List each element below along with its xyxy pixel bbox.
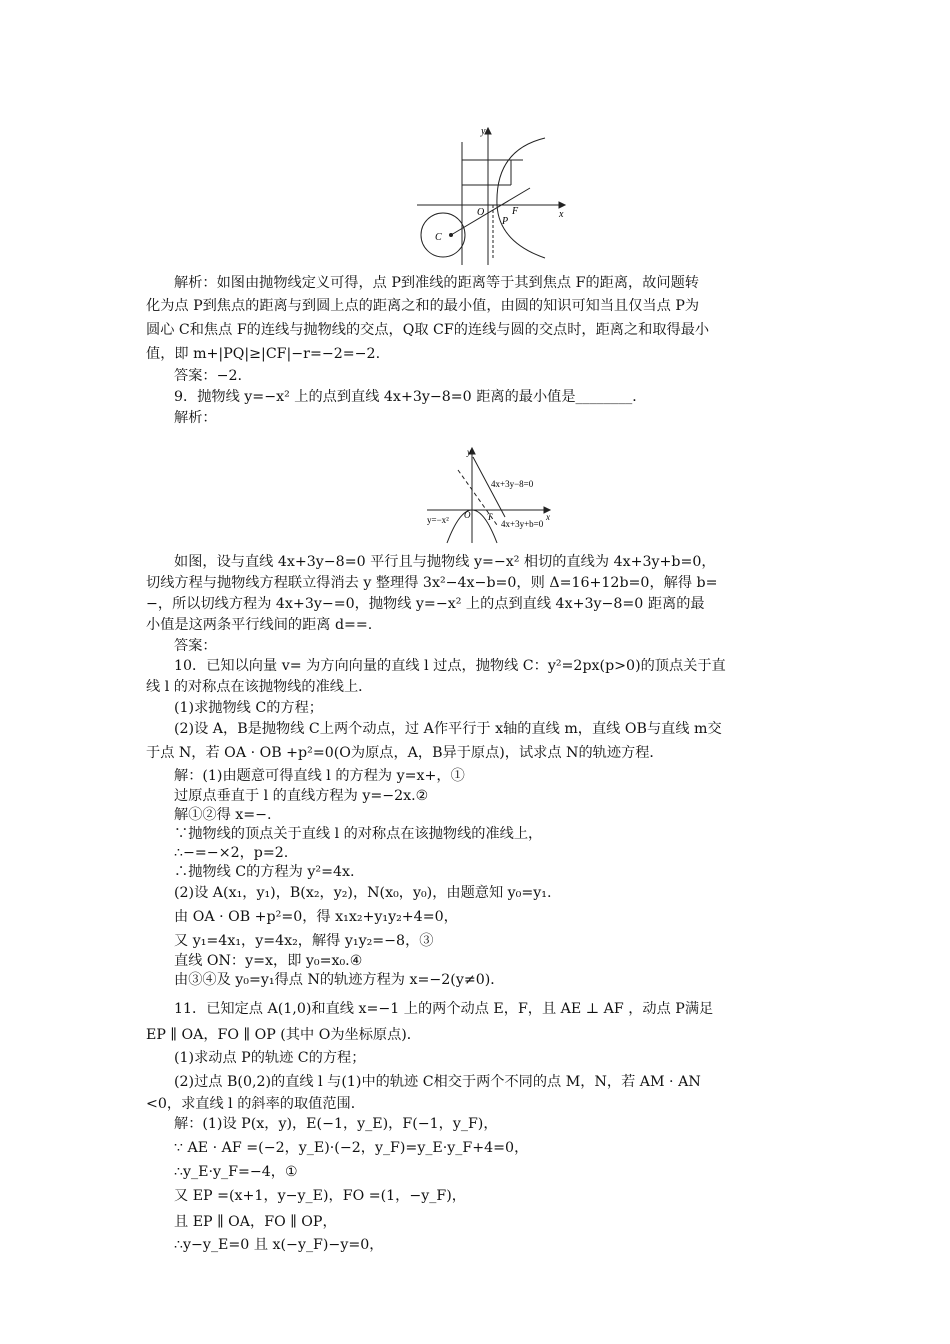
fig1-x-label: x	[559, 209, 564, 220]
problem-10	[146, 656, 814, 990]
fig1-y-label: y	[481, 126, 486, 137]
solution-9	[146, 552, 814, 657]
fig1-point-p-label: P	[502, 216, 509, 227]
figure-parabola-circle	[415, 120, 575, 270]
fig2-origin-label: O	[464, 510, 471, 520]
figure-tangent-lines	[425, 445, 560, 545]
problem11-line-9: 又 EP =(x+1，y−y_E)，FO =(1，−y_F)，	[174, 1188, 466, 1204]
fig1-center-label: C	[435, 232, 442, 243]
problem11-line-6: 解：(1)设 P(x，y)，E(−1，y_E)，F(−1，y_F)，	[174, 1116, 498, 1132]
problem11-line-8: ∴y_E·y_F=−4，①	[174, 1164, 298, 1180]
problem11-line-5: <0，求直线 l 的斜率的取值范围．	[146, 1096, 365, 1112]
problem10-line-8: 解①②得 x=−.	[174, 807, 272, 823]
solution8-line-2: 化为点 P到焦点的距离与到圆上点的距离之和的最小值，由圆的知识可知当且仅当点 P为	[146, 298, 700, 314]
solution8-line-1: 解析：如图由抛物线定义可得，点 P到准线的距离等于其到焦点 F的距离，故问题转	[174, 275, 699, 291]
solution9-line-1: 如图，设与直线 4x+3y−8=0 平行且与抛物线 y=−x² 相切的直线为 4x+3y+b=0，	[174, 554, 716, 570]
fig2-line1-label: 4x+3y−8=0	[491, 479, 534, 489]
problem10-line-1: 10．已知以向量 v= 为方向向量的直线 l 过点，抛物线 C：y²=2px(p>0)的顶点关于直	[174, 658, 726, 674]
problem10-line-10: ∴−=−×2，p=2.	[174, 845, 289, 861]
solution-8	[146, 273, 814, 429]
fig2-y-label: y	[467, 447, 471, 457]
solution9-line-4: 小值是这两条平行线间的距离 d==.	[146, 617, 373, 633]
problem-11	[146, 996, 814, 1256]
fig2-x-label: x	[546, 512, 550, 522]
fig2-curve-label: y=−x²	[427, 515, 449, 525]
problem10-line-5: 于点 N，若 OA · OB +p²=0(O为原点，A，B异于原点)，试求点 N的轨迹方程．	[146, 745, 664, 761]
problem10-line-16: 由③④及 y₀=y₁得点 N的轨迹方程为 x=−2(y≠0)．	[174, 972, 505, 988]
solution8-line-3: 圆心 C和焦点 F的连线与抛物线的交点，Q取 CF的连线与圆的交点时，距离之和取得最小	[146, 322, 710, 338]
problem11-line-10: 且 EP ∥ OA，FO ∥ OP，	[174, 1214, 337, 1230]
solution9-line-3: −，所以切线方程为 4x+3y−=0，抛物线 y=−x² 上的点到直线 4x+3y−8=0 距离的最	[146, 596, 705, 612]
fig2-line2-label: 4x+3y+b=0	[501, 519, 544, 529]
problem10-line-15: 直线 ON：y=x，即 y₀=x₀.④	[174, 953, 363, 969]
problem11-line-4: (2)过点 B(0,2)的直线 l 与(1)中的轨迹 C相交于两个不同的点 M，N，若 AM · AN	[174, 1074, 701, 1090]
problem10-line-9: ∵抛物线的顶点关于直线 l 的对称点在该抛物线的准线上，	[174, 826, 543, 842]
problem10-line-11: ∴抛物线 C的方程为 y²=4x.	[174, 864, 355, 880]
problem9-analysis-label: 解析：	[174, 410, 217, 426]
problem10-line-2: 线 l 的对称点在该抛物线的准线上．	[146, 679, 373, 695]
problem10-line-3: (1)求抛物线 C的方程；	[174, 700, 323, 716]
solution9-line-2: 切线方程与抛物线方程联立得消去 y 整理得 3x²−4x−b=0，则 Δ=16+12b=0，解得 b=	[146, 575, 718, 591]
fig1-origin-label: O	[477, 207, 485, 218]
problem9-question: 9．抛物线 y=−x² 上的点到直线 4x+3y−8=0 距离的最小值是________．	[174, 389, 647, 405]
problem10-line-6: 解：(1)由题意可得直线 l 的方程为 y=x+，①	[174, 768, 465, 784]
problem11-line-7: ∵ AE · AF =(−2，y_E)·(−2，y_F)=y_E·y_F+4=0，	[174, 1140, 529, 1156]
answer-9: 答案：	[174, 638, 217, 654]
problem10-line-12: (2)设 A(x₁，y₁)，B(x₂，y₂)，N(x₀，y₀)，由题意知 y₀=y₁.	[174, 885, 552, 901]
problem11-line-1: 11．已知定点 A(1,0)和直线 x=−1 上的两个动点 E，F，且 AE ⊥ AF ，动点 P满足	[174, 1001, 714, 1017]
problem11-line-3: (1)求动点 P的轨迹 C的方程；	[174, 1050, 366, 1066]
problem11-line-11: ∴y−y_E=0 且 x(−y_F)−y=0，	[174, 1237, 384, 1253]
solution8-line-4: 值，即 m+|PQ|≥|CF|−r=−2=−2.	[146, 346, 381, 362]
problem11-line-2: EP ∥ OA，FO ∥ OP (其中 O为坐标原点)．	[146, 1027, 421, 1043]
problem10-line-7: 过原点垂直于 l 的直线方程为 y=−2x.②	[174, 788, 429, 804]
problem10-line-14: 又 y₁=4x₁，y=4x₂，解得 y₁y₂=−8，③	[174, 933, 434, 949]
problem10-line-4: (2)设 A，B是抛物线 C上两个动点，过 A作平行于 x轴的直线 m，直线 OB与直线 m交	[174, 721, 722, 737]
answer-8: 答案：−2.	[174, 368, 242, 384]
fig1-focus-label: F	[512, 206, 519, 217]
problem10-line-13: 由 OA · OB +p²=0，得 x₁x₂+y₁y₂+4=0，	[174, 909, 458, 925]
fig2-tangent-point-label: T	[487, 512, 493, 522]
